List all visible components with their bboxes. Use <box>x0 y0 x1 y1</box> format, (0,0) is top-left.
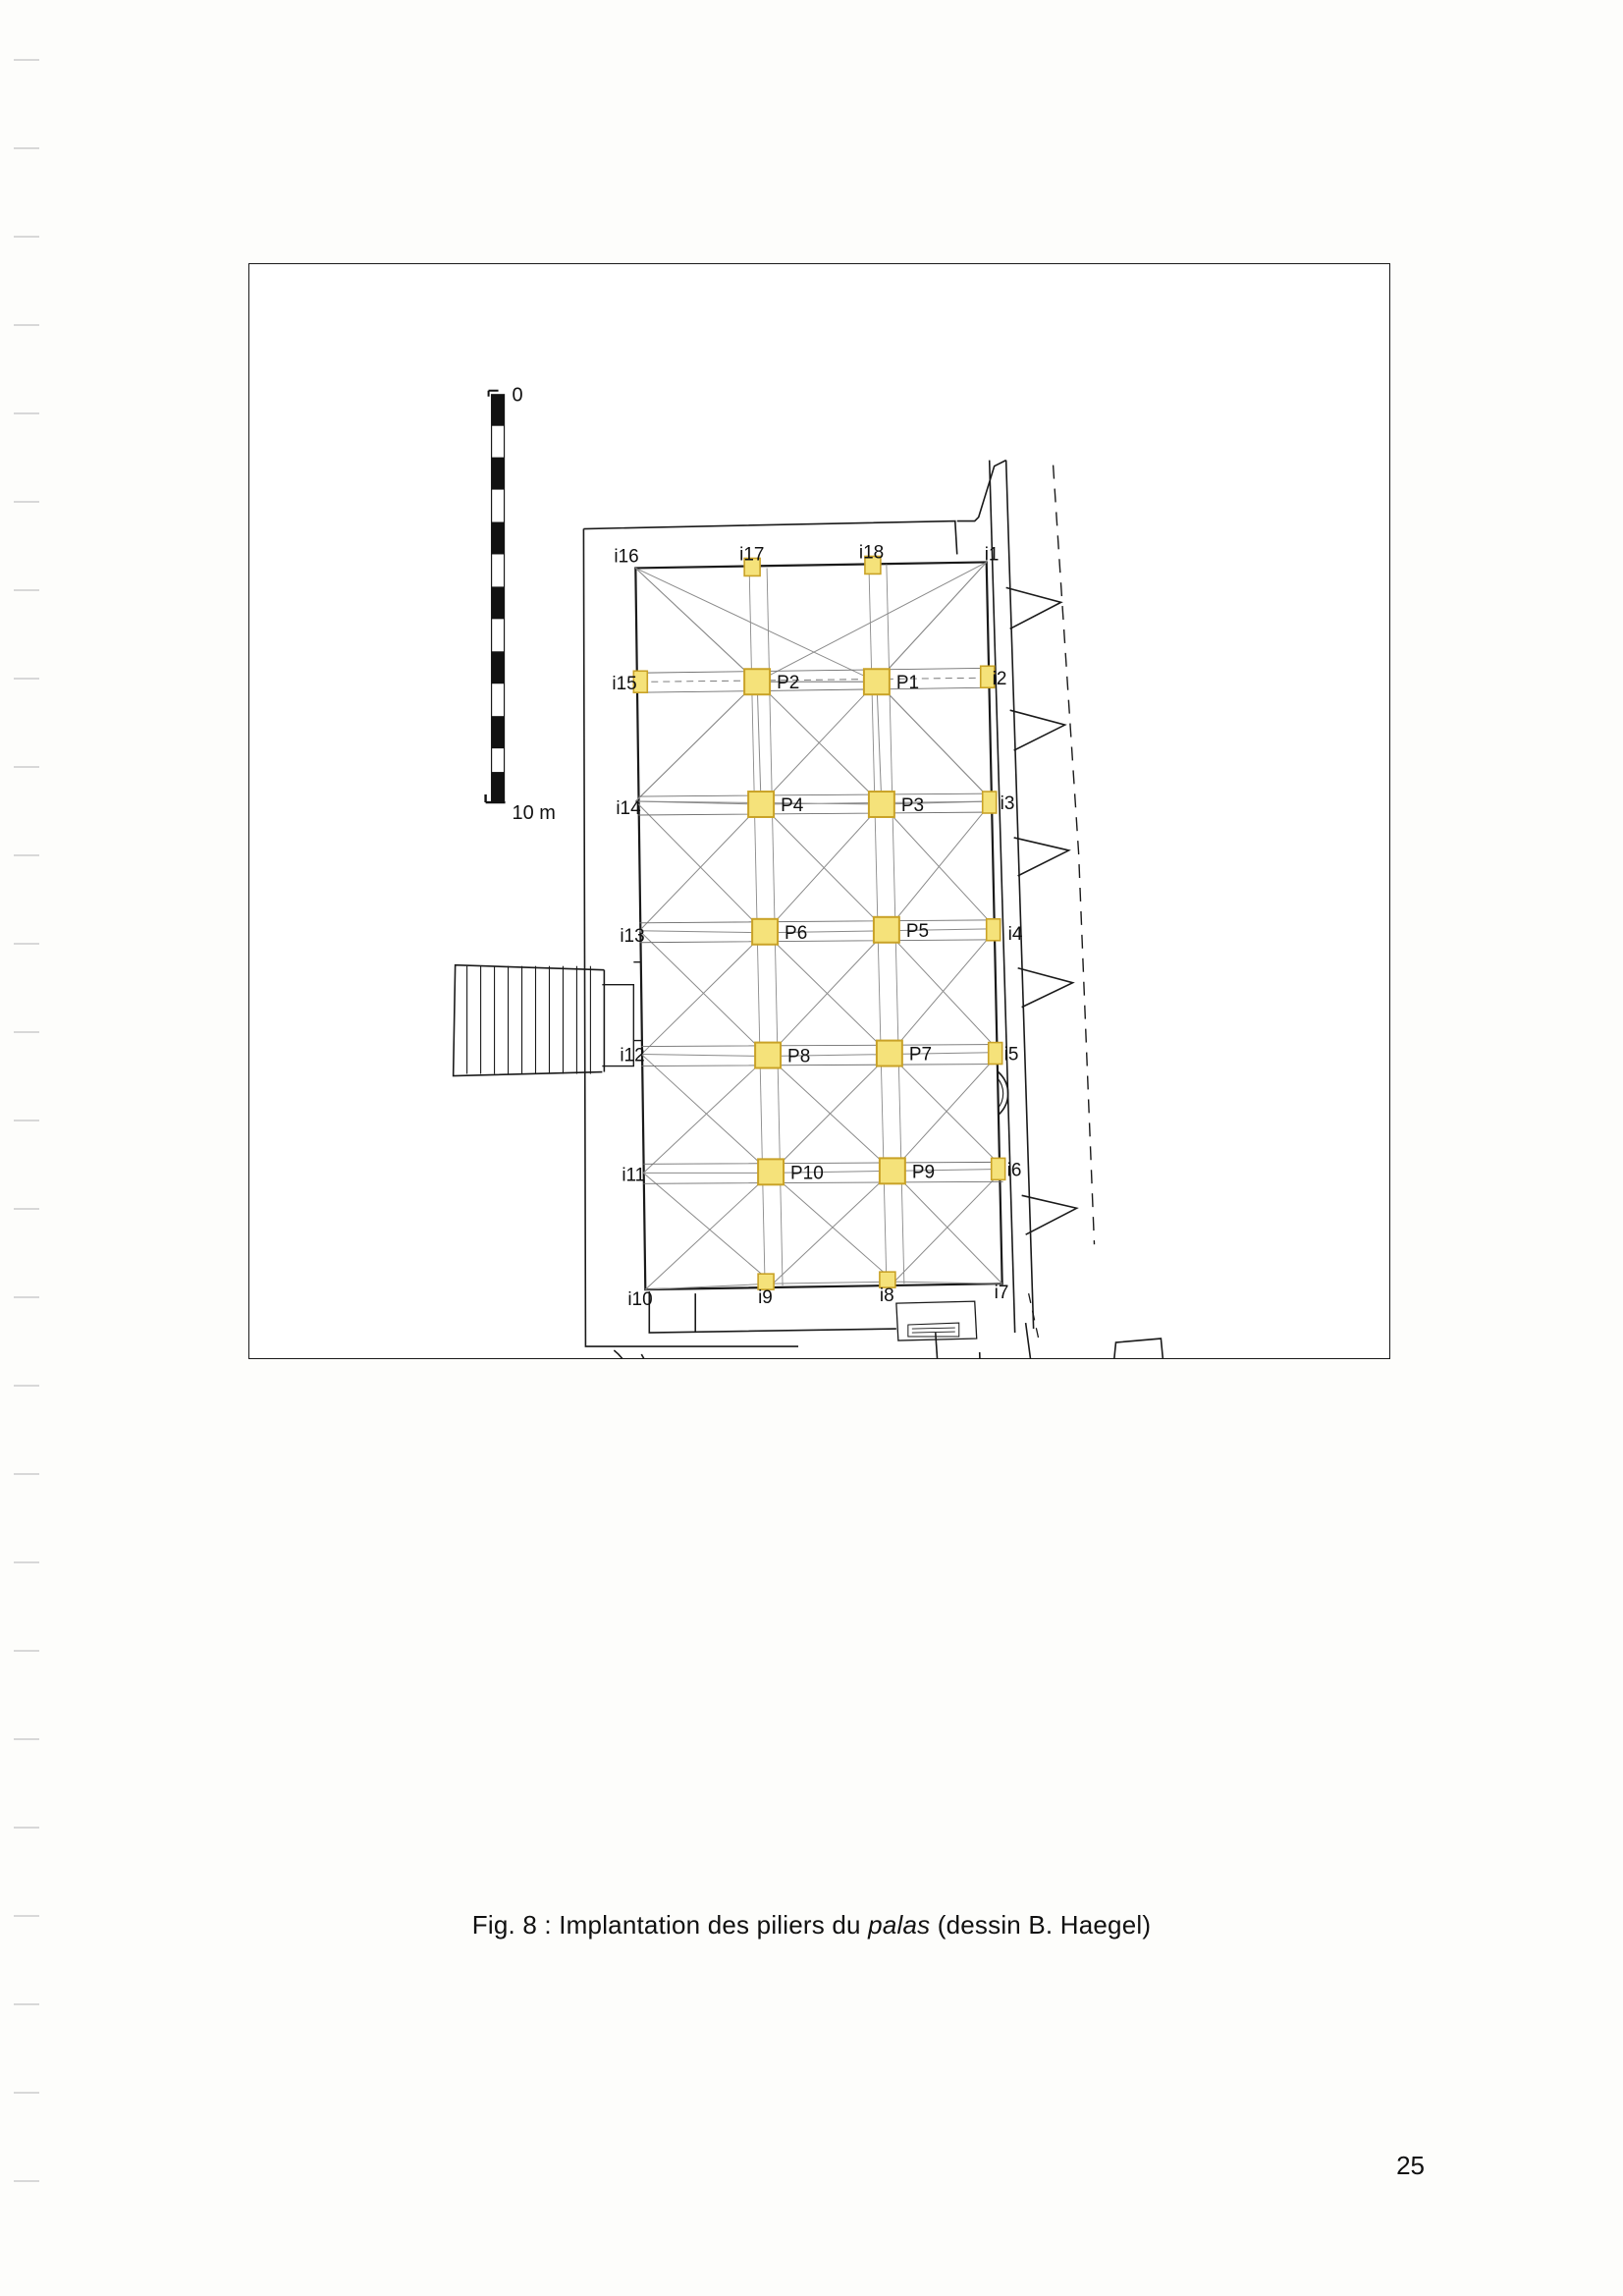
label-P1: P1 <box>895 673 920 694</box>
figure-caption <box>0 1910 1623 1941</box>
archaeological-plan-drawing <box>249 264 1389 1358</box>
label-P7: P7 <box>908 1044 933 1066</box>
pillar-square-P1[interactable] <box>864 669 890 694</box>
wall-pillar-i5[interactable] <box>989 1043 1002 1065</box>
label-i8: i8 <box>879 1285 894 1307</box>
pillar-square-P10[interactable] <box>758 1159 784 1184</box>
pillar-square-P9[interactable] <box>880 1158 905 1183</box>
pillar-square-P3[interactable] <box>869 792 894 817</box>
pillar-square-P8[interactable] <box>755 1043 781 1068</box>
label-i7: i7 <box>994 1283 1009 1304</box>
wall-pillar-i4[interactable] <box>987 919 1001 941</box>
pillar-square-P7[interactable] <box>877 1041 902 1066</box>
scale-bar <box>486 385 556 824</box>
label-P2: P2 <box>777 673 800 694</box>
label-i17: i17 <box>739 544 765 566</box>
label-i11: i11 <box>622 1165 646 1186</box>
pillar-square-P6[interactable] <box>752 919 778 945</box>
scale-top-label: 0 <box>512 384 523 407</box>
label-i2: i2 <box>992 669 1007 690</box>
caption-italic-term: palas <box>868 1910 931 1940</box>
pillar-square-P2[interactable] <box>744 669 770 694</box>
label-i3: i3 <box>1000 793 1015 815</box>
label-i13: i13 <box>620 925 645 947</box>
label-P3: P3 <box>900 795 925 816</box>
label-i14: i14 <box>616 797 641 819</box>
label-P8: P8 <box>787 1046 811 1067</box>
label-i10: i10 <box>627 1289 653 1311</box>
wall-pillar-i3[interactable] <box>983 792 997 813</box>
caption-prefix: Fig. 8 : Implantation des piliers du <box>471 1910 869 1940</box>
label-i9: i9 <box>758 1287 773 1309</box>
label-P6: P6 <box>784 922 808 944</box>
scan-binder-marks <box>0 0 59 2296</box>
label-P5: P5 <box>905 920 930 942</box>
figure-plan-frame <box>248 263 1390 1359</box>
label-i15: i15 <box>612 674 637 695</box>
label-i5: i5 <box>1003 1044 1019 1066</box>
scale-bottom-label: 10 m <box>512 801 556 824</box>
label-i6: i6 <box>1006 1160 1022 1181</box>
label-i4: i4 <box>1007 923 1023 945</box>
caption-suffix: (dessin B. Haegel) <box>930 1910 1152 1940</box>
label-i12: i12 <box>620 1045 645 1066</box>
pillar-square-P5[interactable] <box>874 917 899 943</box>
label-i16: i16 <box>614 546 639 568</box>
pillar-square-P4[interactable] <box>748 792 774 817</box>
label-P4: P4 <box>781 795 804 816</box>
page-number: 25 <box>1396 2151 1425 2180</box>
label-i18: i18 <box>858 542 885 564</box>
label-P10: P10 <box>790 1163 824 1184</box>
label-P9: P9 <box>911 1162 936 1183</box>
wall-pillar-i6[interactable] <box>992 1158 1005 1179</box>
label-i1: i1 <box>984 544 1000 566</box>
